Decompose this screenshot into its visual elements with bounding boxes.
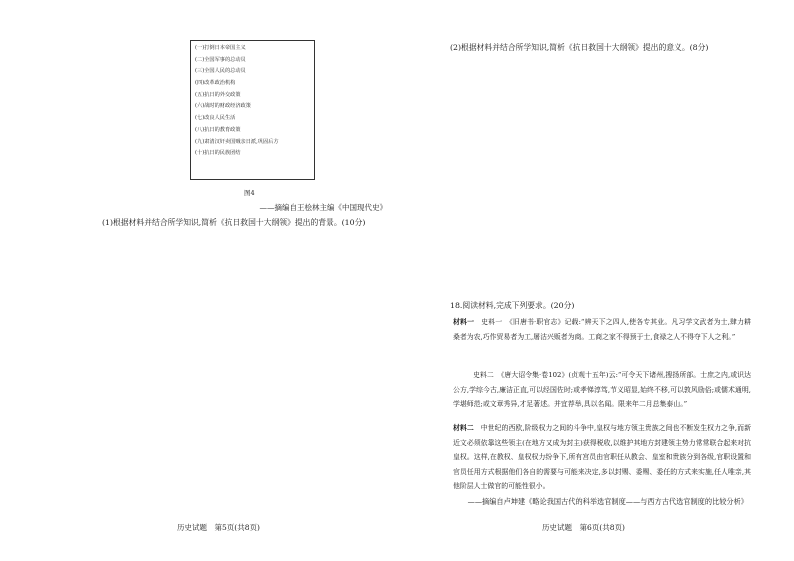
page-footer: 历史试题 第5页(共8页) [177, 523, 260, 532]
material-source: ——摘编自卢坤建《略论我国古代的科举选官制度——与西方古代选官制度的比较分析》 [467, 497, 748, 506]
figure-item: (十)抗日的民族团结 [195, 150, 241, 157]
material-label: 材料二 [453, 424, 474, 432]
figure-item: (九)肃清汉奸卖国贼亲日派,巩固后方 [195, 138, 279, 145]
figure-item: (一)打倒日本帝国主义 [195, 45, 246, 51]
figure-caption: 图4 [244, 189, 255, 197]
question-18: 18.阅读材料,完成下列要求。(20分) [450, 301, 575, 310]
figure-item: (七)改良人民生活 [195, 115, 236, 122]
question-1: (1)根据材料并结合所学知识,简析《抗日救国十大纲领》提出的背景。(10分) [102, 218, 366, 227]
figure-item: (五)抗日的外交政策 [195, 91, 241, 98]
material-one-source-two [453, 368, 751, 412]
figure-item: (三)全国人民的总动员 [195, 68, 246, 75]
material-text: 中世纪的西欧,阶级权力之间的斗争中,皇权与地方领主贵族之间也不断发生权力之争,而新近文必须依靠这些领主(在地方又成为封主)获得税收,以维护其地方封建领主势力常常联合起来对抗皇权。这样,在教权、皇权权力纷争下,所有宫员由官职任从教会、皇室和贵族分到各级,官职设置和官员任用方式根据他们各自的需要与可能来决定,多以封赐、委赐、委任的方式来实施,任人唯亲,其他阶层人士做官的可能性很小。 [453, 424, 751, 491]
figure-item: (四)改革政治机构 [195, 80, 236, 87]
material-label: 材料一 [453, 318, 475, 326]
material-text: 史料二 《唐大诏令集·卷102》(贞观十五年)云:“可令天下诸州,搜扬所部。士庶之内,或识达公方,学综今古,廉洁正直,可以经国佐时;或孝悌淳笃,节义昭显,始终不移,可以敦风励俗;或儒术通明,学堪师范;或文章秀异,才足著述。并宜荐举,具以名闻。限来年二月总集泰山。” [453, 371, 751, 409]
figure-item: (六)战时的财政经济政策 [195, 103, 251, 110]
material-one [453, 315, 751, 344]
right-page [397, 0, 794, 561]
question-2: (2)根据材料并结合所学知识,简析《抗日救国十大纲领》提出的意义。(8分) [450, 43, 709, 52]
material-text: 史料一 《旧唐书·职官志》记载:“辨天下之四人,使各专其业。凡习学文武者为士,肆力耕桑者为农,巧作贸易者为工,屠沽兴贩者为商。工商之家不得预于士,食禄之人不得夺下人之利。” [453, 318, 752, 341]
figure-item: (二)全国军事的总动员 [195, 56, 246, 63]
figure-source: ——摘编自王桧林主编《中国现代史》 [259, 203, 387, 212]
material-two [453, 421, 751, 494]
figure-item: (八)抗日的教育政策 [195, 126, 241, 133]
ten-programs-figure [190, 40, 315, 180]
page-footer: 历史试题 第6页(共8页) [542, 523, 625, 532]
